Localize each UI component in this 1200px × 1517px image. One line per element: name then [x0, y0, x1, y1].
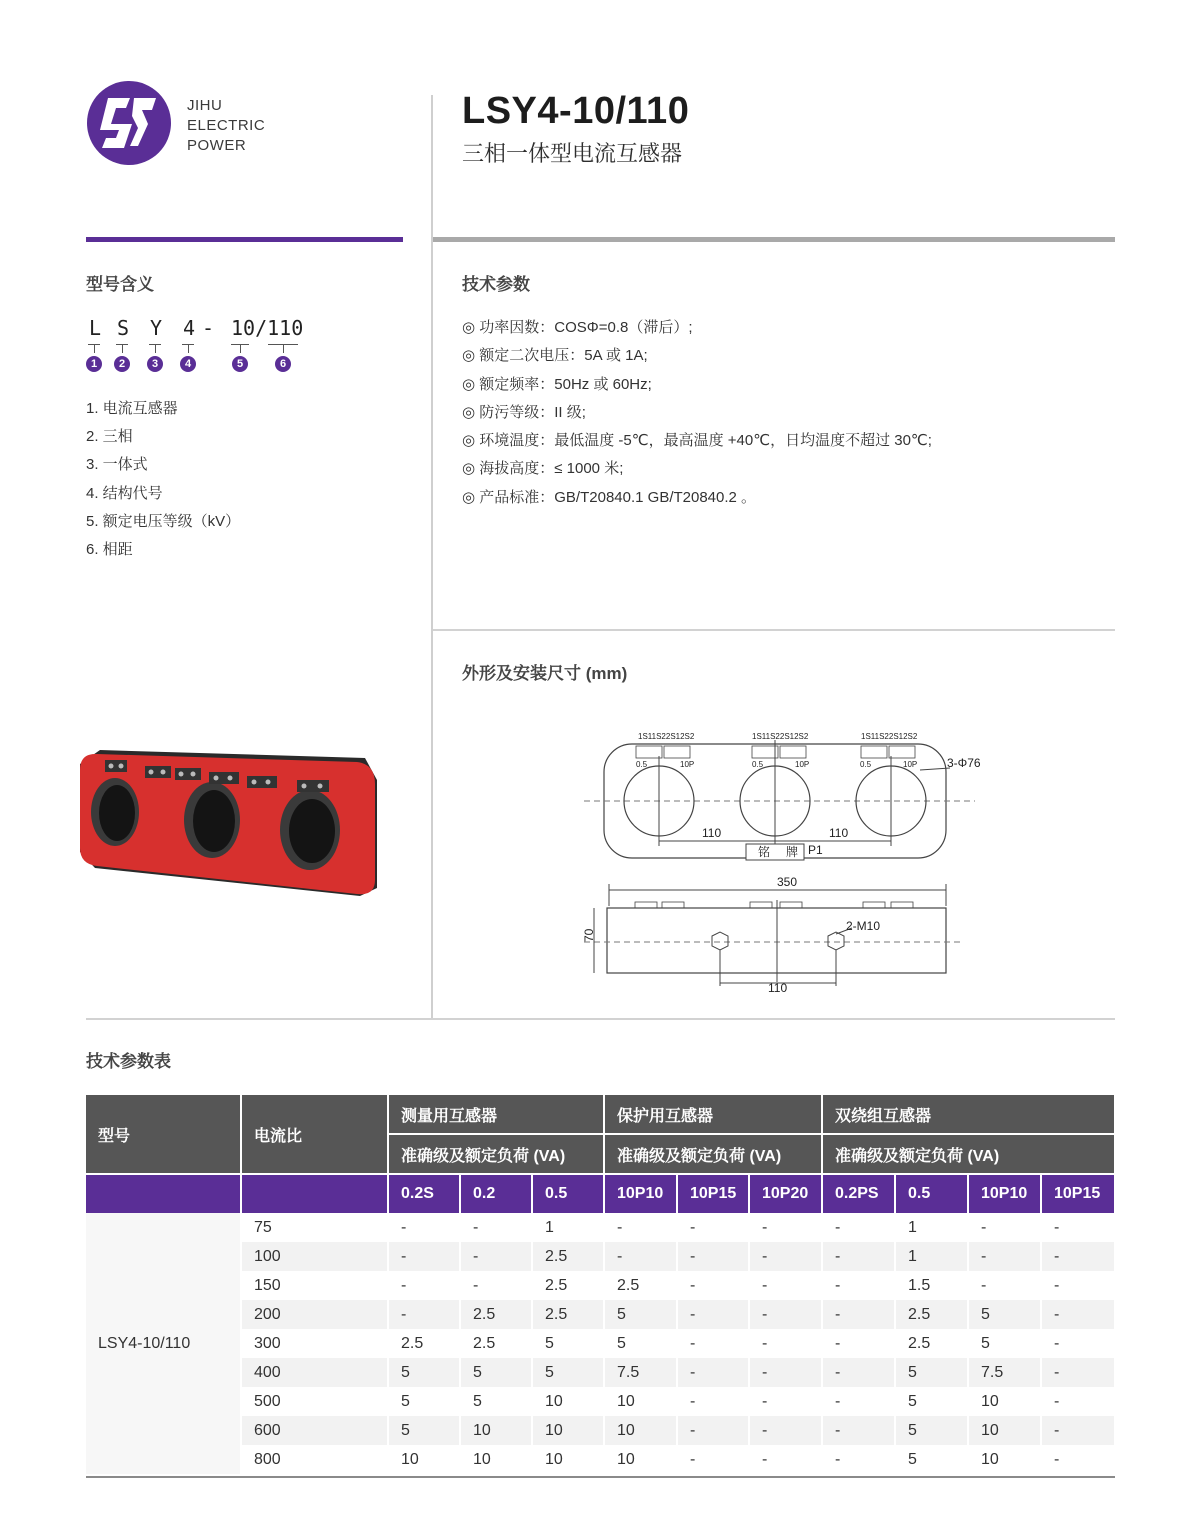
value-cell: 5 — [532, 1329, 604, 1358]
table-row — [86, 1271, 1115, 1300]
value-cell: - — [1041, 1416, 1115, 1445]
value-cell: 5 — [968, 1300, 1041, 1329]
ratio-cell: 800 — [241, 1445, 388, 1474]
value-cell: 5 — [388, 1358, 460, 1387]
company-logo — [86, 80, 172, 166]
value-cell: 2.5 — [895, 1329, 968, 1358]
param-item: ◎ 海拔高度：≤ 1000 米; — [462, 460, 624, 478]
accuracy-header: 准确级及额定负荷 (VA) — [822, 1134, 1115, 1174]
param-item: ◎ 环境温度：最低温度 -5℃，最高温度 +40℃，日均温度不超过 30℃; — [462, 432, 932, 450]
param-item: ◎ 产品标准：GB/T20840.1 GB/T20840.2 。 — [462, 488, 757, 506]
value-cell: - — [677, 1300, 749, 1329]
class-label: 0.5 — [752, 760, 764, 769]
value-cell: 10 — [532, 1387, 604, 1416]
value-cell: 10 — [968, 1416, 1041, 1445]
group-protect-header: 保护用互感器 — [604, 1095, 822, 1134]
value-cell: - — [1041, 1242, 1115, 1271]
height-label: 70 — [582, 928, 596, 942]
class-label: 10P — [795, 760, 810, 769]
bolt-pitch-label: 110 — [768, 981, 788, 995]
value-cell: 10 — [460, 1445, 532, 1474]
sub-header: 10P15 — [1041, 1174, 1115, 1213]
meaning-item: 5. 额定电压等级（kV） — [86, 512, 241, 530]
code-part-6: 10/110 — [231, 316, 304, 340]
value-cell: - — [822, 1242, 895, 1271]
ratio-cell: 150 — [241, 1271, 388, 1300]
value-cell: - — [822, 1387, 895, 1416]
right-accent-bar — [433, 237, 1115, 242]
value-cell: - — [677, 1329, 749, 1358]
param-item: ◎ 防污等级：II 级; — [462, 403, 586, 421]
ratio-cell: 300 — [241, 1329, 388, 1358]
value-cell: - — [677, 1416, 749, 1445]
sub-header: 10P10 — [968, 1174, 1041, 1213]
sub-header: 0.2S — [388, 1174, 460, 1213]
value-cell: 1 — [895, 1242, 968, 1271]
meaning-item: 3. 一体式 — [86, 456, 148, 474]
value-cell: - — [1041, 1300, 1115, 1329]
spec-table — [86, 1095, 1116, 1474]
value-cell: 5 — [604, 1300, 677, 1329]
value-cell: - — [677, 1445, 749, 1474]
value-cell: 10 — [532, 1445, 604, 1474]
group-measure-header: 测量用互感器 — [388, 1095, 604, 1134]
code-part-3: Y — [150, 316, 163, 340]
table-row — [86, 1358, 1115, 1387]
value-cell: - — [749, 1416, 822, 1445]
product-model-title: LSY4-10/110 — [462, 90, 690, 132]
marker-4: 4 — [180, 356, 196, 372]
value-cell: 2.5 — [460, 1300, 532, 1329]
table-bottom-rule — [86, 1476, 1115, 1478]
value-cell: 5 — [895, 1387, 968, 1416]
param-item: ◎ 额定二次电压：5A 或 1A; — [462, 347, 648, 365]
value-cell: - — [677, 1358, 749, 1387]
terminal-label-2: 1S11S22S12S2 — [752, 732, 809, 741]
meaning-item: 2. 三相 — [86, 428, 133, 446]
accuracy-header: 准确级及额定负荷 (VA) — [388, 1134, 604, 1174]
spec-table-body — [86, 1213, 1115, 1474]
product-name: 三相一体型电流互感器 — [462, 141, 683, 166]
vertical-divider — [431, 95, 433, 1020]
nameplate-label: 铭 — [758, 845, 771, 859]
value-cell: - — [604, 1242, 677, 1271]
class-label: 0.5 — [636, 760, 648, 769]
ratio-cell: 600 — [241, 1416, 388, 1445]
value-cell: 1 — [532, 1213, 604, 1242]
ratio-cell: 200 — [241, 1300, 388, 1329]
value-cell: 5 — [388, 1387, 460, 1416]
tech-params-heading: 技术参数 — [462, 275, 530, 294]
ratio-cell: 400 — [241, 1358, 388, 1387]
table-row — [86, 1416, 1115, 1445]
value-cell: - — [749, 1329, 822, 1358]
table-row — [86, 1242, 1115, 1271]
sub-header: 0.5 — [895, 1174, 968, 1213]
model-cell: LSY4-10/110 — [86, 1213, 241, 1474]
group-dual-header: 双绕组互感器 — [822, 1095, 1115, 1134]
value-cell: - — [388, 1271, 460, 1300]
length-label: 350 — [777, 875, 798, 889]
terminal-label-3: 1S11S22S12S2 — [861, 732, 918, 741]
terminal-label-1: 1S11S22S12S2 — [638, 732, 695, 741]
code-part-4: 4 — [183, 316, 196, 340]
code-part-2: S — [117, 316, 130, 340]
sub-header: 0.5 — [532, 1174, 604, 1213]
value-cell: 2.5 — [895, 1300, 968, 1329]
value-cell: 10 — [968, 1387, 1041, 1416]
bolts-label: 2-M10 — [846, 919, 881, 933]
value-cell: 10 — [388, 1445, 460, 1474]
class-label: 0.5 — [860, 760, 872, 769]
value-cell: - — [1041, 1329, 1115, 1358]
sub-header-empty — [86, 1174, 241, 1213]
holes-label: 3-Φ76 — [947, 756, 981, 770]
value-cell: 5 — [532, 1358, 604, 1387]
value-cell: - — [460, 1213, 532, 1242]
value-cell: 10 — [604, 1387, 677, 1416]
value-cell: - — [749, 1387, 822, 1416]
ratio-cell: 100 — [241, 1242, 388, 1271]
value-cell: - — [749, 1300, 822, 1329]
value-cell: 5 — [460, 1387, 532, 1416]
value-cell: - — [968, 1242, 1041, 1271]
pitch-label: 110 — [829, 826, 849, 840]
dimension-drawing — [570, 720, 990, 1000]
sub-header: 0.2 — [460, 1174, 532, 1213]
value-cell: 1.5 — [895, 1271, 968, 1300]
value-cell: - — [968, 1213, 1041, 1242]
value-cell: - — [460, 1271, 532, 1300]
value-cell: 10 — [532, 1416, 604, 1445]
value-cell: - — [822, 1300, 895, 1329]
value-cell: - — [822, 1213, 895, 1242]
value-cell: - — [749, 1242, 822, 1271]
value-cell: 10 — [604, 1445, 677, 1474]
class-label: 10P — [680, 760, 695, 769]
value-cell: 2.5 — [532, 1271, 604, 1300]
value-cell: - — [1041, 1358, 1115, 1387]
value-cell: - — [677, 1242, 749, 1271]
value-cell: 2.5 — [604, 1271, 677, 1300]
p1-label: P1 — [808, 843, 823, 857]
sub-header-empty — [241, 1174, 388, 1213]
value-cell: 5 — [895, 1416, 968, 1445]
value-cell: 7.5 — [968, 1358, 1041, 1387]
value-cell: - — [604, 1213, 677, 1242]
value-cell: - — [749, 1213, 822, 1242]
value-cell: - — [1041, 1271, 1115, 1300]
value-cell: 1 — [895, 1213, 968, 1242]
marker-6: 6 — [275, 356, 291, 372]
table-row — [86, 1387, 1115, 1416]
nameplate-label: 牌 — [786, 845, 799, 859]
sub-header: 10P10 — [604, 1174, 677, 1213]
value-cell: 5 — [968, 1329, 1041, 1358]
product-photo — [75, 740, 385, 900]
brand-line-1: JIHU — [187, 97, 223, 114]
code-part-5: - — [202, 316, 215, 340]
param-item: ◎ 额定频率：50Hz 或 60Hz; — [462, 375, 652, 393]
value-cell: - — [388, 1242, 460, 1271]
table-row — [86, 1329, 1115, 1358]
value-cell: 10 — [968, 1445, 1041, 1474]
class-label: 10P — [903, 760, 918, 769]
value-cell: 5 — [895, 1445, 968, 1474]
left-accent-bar — [86, 237, 403, 242]
value-cell: - — [1041, 1445, 1115, 1474]
spec-table-heading: 技术参数表 — [86, 1052, 171, 1071]
ratio-cell: 75 — [241, 1213, 388, 1242]
value-cell: 2.5 — [532, 1300, 604, 1329]
value-cell: - — [460, 1242, 532, 1271]
model-meaning-heading: 型号含义 — [86, 275, 154, 294]
meaning-item: 4. 结构代号 — [86, 484, 163, 502]
value-cell: 5 — [388, 1416, 460, 1445]
dimensions-heading: 外形及安装尺寸 (mm) — [462, 664, 628, 683]
value-cell: 7.5 — [604, 1358, 677, 1387]
sub-header: 0.2PS — [822, 1174, 895, 1213]
brand-name — [187, 96, 265, 156]
value-cell: 2.5 — [460, 1329, 532, 1358]
value-cell: - — [677, 1271, 749, 1300]
col-ratio-header: 电流比 — [241, 1095, 388, 1174]
value-cell: 5 — [460, 1358, 532, 1387]
value-cell: - — [677, 1387, 749, 1416]
section-divider — [433, 629, 1115, 631]
sub-header: 10P15 — [677, 1174, 749, 1213]
value-cell: - — [1041, 1213, 1115, 1242]
value-cell: - — [822, 1445, 895, 1474]
value-cell: - — [822, 1271, 895, 1300]
meaning-item: 1. 电流互感器 — [86, 400, 178, 417]
value-cell: 5 — [895, 1358, 968, 1387]
sub-header: 10P20 — [749, 1174, 822, 1213]
table-row — [86, 1213, 1115, 1242]
table-divider — [86, 1018, 1115, 1020]
brand-line-2: ELECTRIC — [187, 117, 266, 134]
marker-3: 3 — [147, 356, 163, 372]
value-cell: - — [749, 1358, 822, 1387]
value-cell: - — [388, 1213, 460, 1242]
value-cell: - — [822, 1329, 895, 1358]
param-item: ◎ 功率因数：COSΦ=0.8（滞后）; — [462, 319, 693, 336]
pitch-label: 110 — [702, 826, 722, 840]
table-row — [86, 1300, 1115, 1329]
value-cell: - — [1041, 1387, 1115, 1416]
value-cell: - — [822, 1416, 895, 1445]
value-cell: - — [388, 1300, 460, 1329]
value-cell: 2.5 — [532, 1242, 604, 1271]
value-cell: 2.5 — [388, 1329, 460, 1358]
code-part-1: L — [89, 316, 102, 340]
marker-1: 1 — [86, 356, 102, 372]
ratio-cell: 500 — [241, 1387, 388, 1416]
marker-5: 5 — [232, 356, 248, 372]
meaning-item: 6. 相距 — [86, 541, 133, 559]
brand-line-3: POWER — [187, 137, 247, 154]
value-cell: - — [968, 1271, 1041, 1300]
value-cell: 5 — [604, 1329, 677, 1358]
value-cell: - — [749, 1271, 822, 1300]
value-cell: 10 — [604, 1416, 677, 1445]
value-cell: - — [822, 1358, 895, 1387]
value-cell: - — [677, 1213, 749, 1242]
tech-params-list — [462, 314, 932, 512]
value-cell: 10 — [460, 1416, 532, 1445]
model-meaning-list — [86, 395, 240, 564]
value-cell: - — [749, 1445, 822, 1474]
table-row — [86, 1445, 1115, 1474]
col-model-header: 型号 — [86, 1095, 241, 1174]
accuracy-header: 准确级及额定负荷 (VA) — [604, 1134, 822, 1174]
marker-2: 2 — [114, 356, 130, 372]
